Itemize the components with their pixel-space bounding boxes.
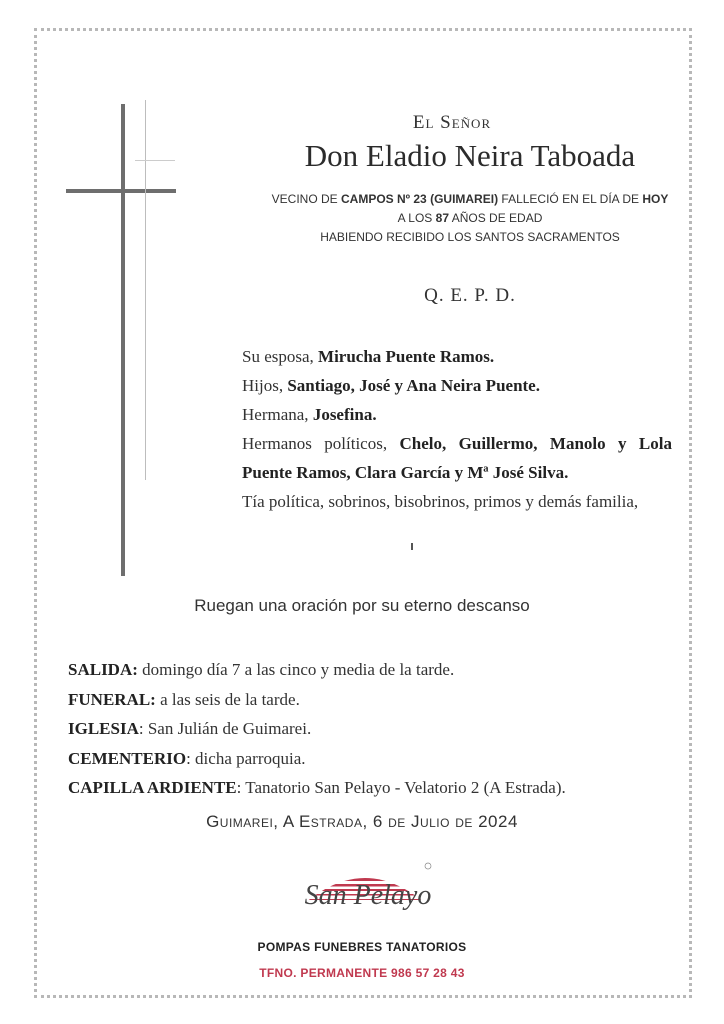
honorific: El Señor bbox=[412, 112, 492, 133]
detail-value: : dicha parroquia. bbox=[186, 748, 306, 768]
family-label: Hermanos políticos, bbox=[242, 434, 400, 453]
family-others: Tía política, sobrinos, bisobrinos, primos y demás familia, bbox=[242, 492, 639, 511]
info-age: 87 bbox=[435, 211, 450, 225]
detail-value: : Tanatorio San Pelayo - Velatorio 2 (A Estrada). bbox=[236, 778, 566, 797]
logo-wordmark: San Pelayo bbox=[304, 880, 432, 911]
detail-value: domingo día 7 a las cinco y media de la tarde. bbox=[137, 660, 455, 679]
info-text: AÑOS DE EDAD bbox=[449, 211, 543, 225]
family-spouse bbox=[242, 342, 672, 371]
info-line-sacraments: HABIENDO RECIBIDO LOS SANTOS SACRAMENTOS bbox=[320, 230, 620, 244]
cross-shadow-line-horizontal bbox=[135, 160, 175, 161]
company-name: POMPAS FUNEBRES TANATORIOS bbox=[257, 940, 467, 954]
info-address: CAMPOS Nº 23 (GUIMAREI) bbox=[341, 192, 499, 206]
prayer-line: Ruegan una oración por su eterno descanso bbox=[194, 596, 530, 615]
detail-funeral bbox=[68, 685, 708, 715]
detail-label: FUNERAL: bbox=[68, 689, 156, 709]
cross-shadow-line bbox=[145, 100, 146, 480]
detail-label: IGLESIA bbox=[68, 719, 139, 738]
info-text: VECINO DE bbox=[271, 192, 341, 206]
family-children bbox=[242, 371, 672, 400]
cross-vertical-bar bbox=[121, 104, 125, 576]
info-line-residence bbox=[250, 192, 690, 206]
detail-cementerio bbox=[68, 744, 708, 774]
family-inlaws bbox=[242, 429, 672, 487]
family-label: Su esposa, bbox=[242, 347, 319, 366]
detail-capilla bbox=[68, 773, 708, 803]
info-text: A LOS bbox=[397, 211, 436, 225]
company-phone: TFNO. PERMANENTE 986 57 28 43 bbox=[259, 966, 465, 980]
info-text: FALLECIÓ EN EL DÍA DE bbox=[498, 192, 643, 206]
info-day: HOY bbox=[642, 192, 669, 206]
qepd: Q. E. P. D. bbox=[424, 285, 516, 306]
family-names: Josefina. bbox=[312, 405, 377, 424]
stray-mark bbox=[411, 543, 413, 550]
detail-value: : San Julián de Guimarei. bbox=[138, 719, 312, 738]
info-line-age bbox=[250, 211, 690, 225]
detail-label: SALIDA: bbox=[68, 660, 138, 679]
family-names: Chelo, Guillermo, Manolo y Lola Puente Ramos, Clara García y Mª José Silva. bbox=[242, 434, 672, 482]
detail-label: CAPILLA ARDIENTE bbox=[68, 778, 237, 797]
detail-salida bbox=[68, 655, 708, 685]
family-sister bbox=[242, 400, 672, 429]
family-names: Mirucha Puente Ramos. bbox=[318, 347, 495, 366]
detail-value: a las seis de la tarde. bbox=[155, 689, 300, 709]
detail-iglesia bbox=[68, 714, 708, 744]
family-label: Hijos, bbox=[242, 376, 288, 395]
detail-label: CEMENTERIO bbox=[68, 748, 187, 768]
deceased-name: Don Eladio Neira Taboada bbox=[304, 138, 636, 173]
cross-horizontal-bar bbox=[66, 189, 176, 193]
family-label: Hermana, bbox=[242, 405, 313, 424]
family-names: Santiago, José y Ana Neira Puente. bbox=[287, 376, 540, 395]
place-date: Guimarei, A Estrada, 6 de Julio de 2024 bbox=[206, 812, 518, 831]
service-details bbox=[68, 655, 708, 803]
family-list bbox=[242, 342, 672, 516]
